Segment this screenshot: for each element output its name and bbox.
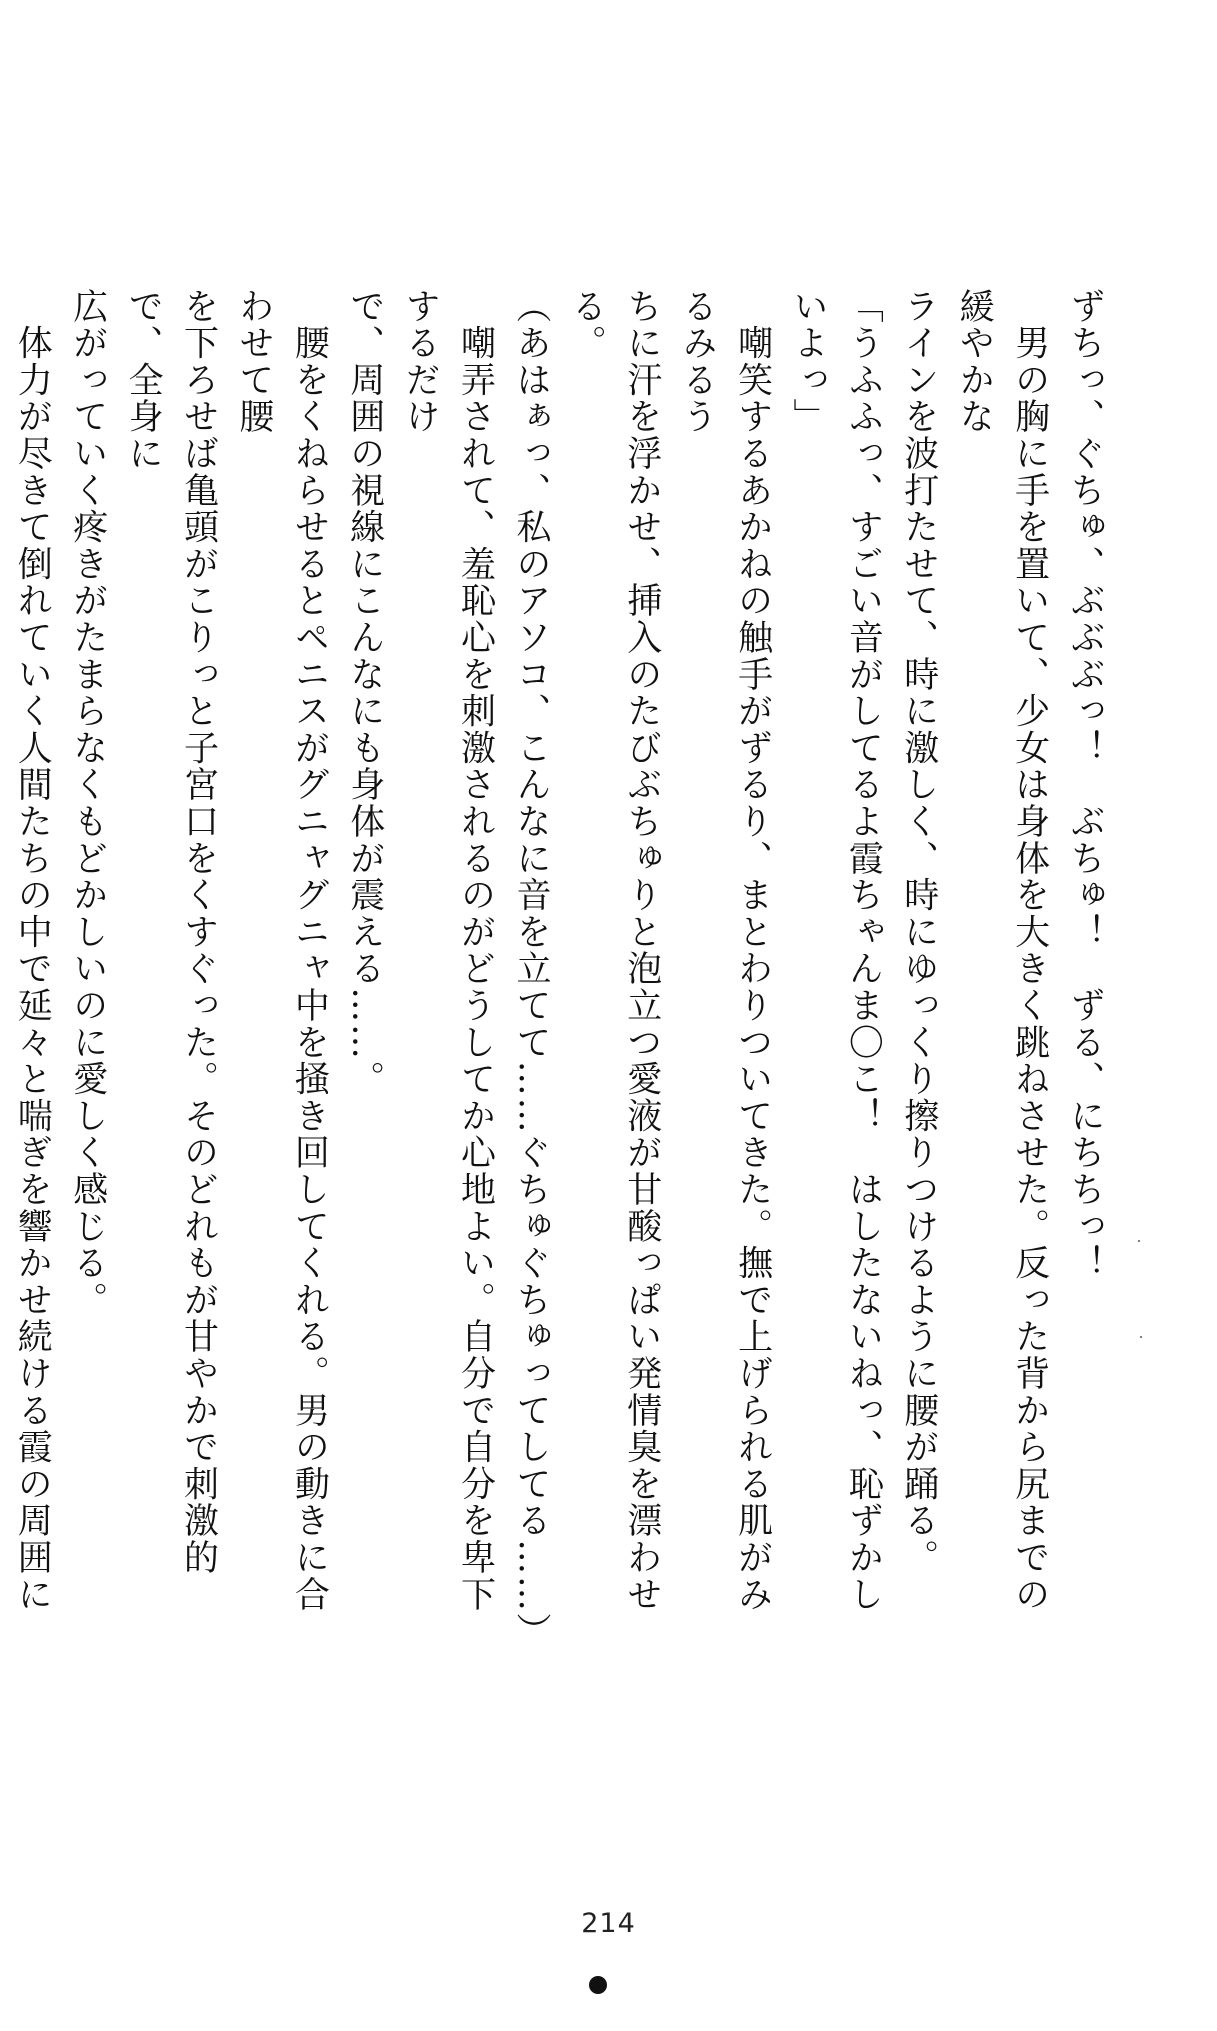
text-line: 腰をくねらせるとペニスがグニャグニャ中を掻き回してくれる。男の動きに合わせて腰 <box>233 288 330 1613</box>
scan-speck <box>1140 1336 1142 1338</box>
bullet-dot-icon <box>589 1976 607 1994</box>
text-line: 「うふふっ、すごい音がしてるよ霞ちゃんま〇こ！ はしたないねっ、恥ずかしいよっ」 <box>787 288 884 1613</box>
text-line: ずちっ、ぐちゅ、ぶぶぶっ！ ぶちゅ！ ずる、にちちっ！ <box>1065 288 1105 1282</box>
text-line: 男の胸に手を置いて、少女は身体を大きく跳ねさせた。反った背から尻までの緩やかな <box>954 288 1050 1613</box>
body-text <box>12 288 1112 1650</box>
text-line: を下ろせば亀頭がこりっと子宮口をくすぐった。そのどれもが甘やかで刺激的で、全身に <box>123 288 219 1576</box>
page-number: 214 <box>581 1908 636 1939</box>
text-line: で、周囲の視線にこんなにも身体が震える……。 <box>344 288 385 1098</box>
text-line: 嘲弄されて、羞恥心を刺激されるのがどうしてか心地よい。自分で自分を卑下するだけ <box>400 288 496 1613</box>
text-line: 広がっていく疼きがたまらなくもどかしいのに愛しく感じる。 <box>67 288 108 1319</box>
text-line: 体力が尽きて倒れていく人間たちの中で延々と喘ぎを響かせ続ける霞の周囲に <box>12 324 53 1613</box>
text-line: （あはぁっ、私のアソコ、こんなに音を立てて……ぐちゅぐちゅってしてる……） <box>510 288 551 1650</box>
text-line: ちに汗を浮かせ、挿入のたびぶちゅりと泡立つ愛液が甘酸っぱい発情臭を漂わせる。 <box>566 288 662 1613</box>
text-line: 嘲笑するあかねの触手がずるり、まとわりついてきた。撫で上げられる肌がみるみるう <box>677 288 773 1613</box>
scan-speck <box>1138 1240 1140 1242</box>
text-line: ラインを波打たせて、時に激しく、時にゆっくり擦りつけるように腰が踊る。 <box>898 288 939 1576</box>
